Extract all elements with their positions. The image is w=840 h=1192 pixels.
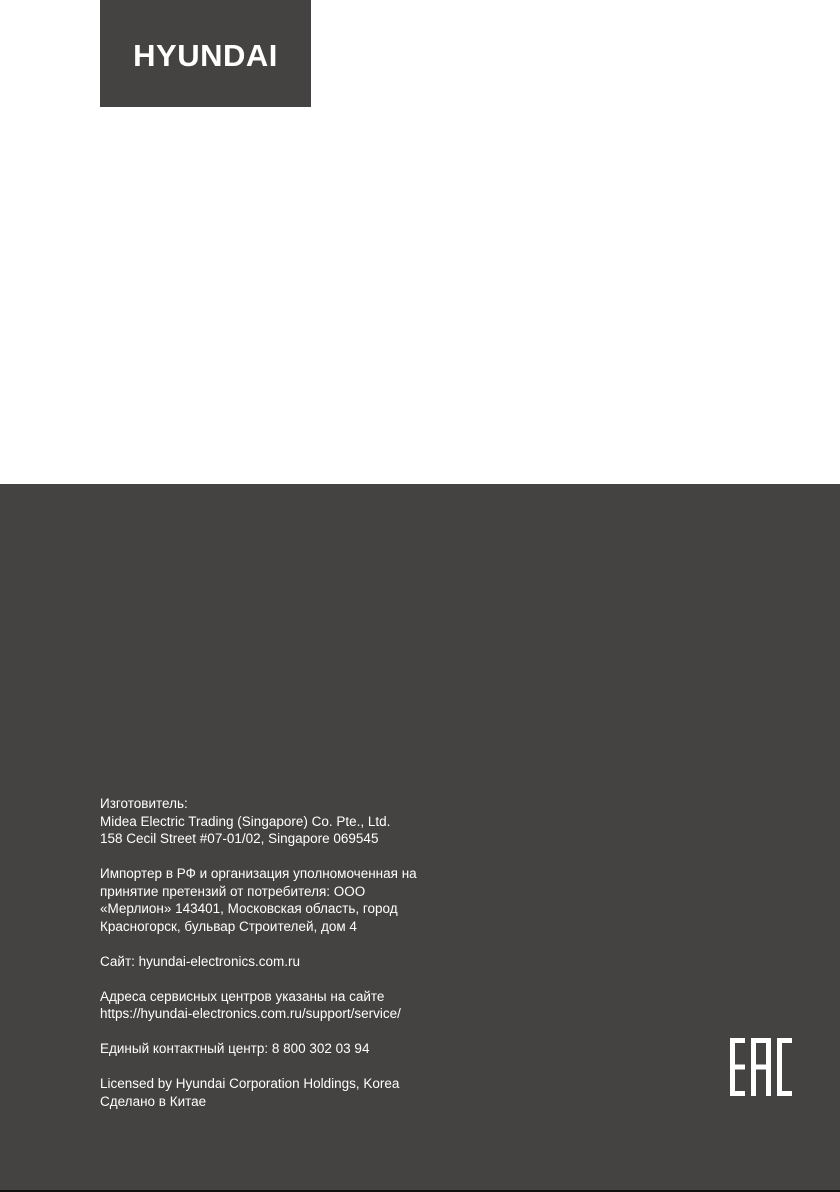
website-block [100, 953, 520, 971]
importer-block [100, 865, 520, 935]
importer-line-4: Красногорск, бульвар Строителей, дом 4 [100, 918, 357, 934]
importer-line-1: Импортер в РФ и организация уполномоченная на [100, 866, 417, 881]
brand-logo-text: HYUNDAI [133, 37, 278, 73]
contact-center-line: Единый контактный центр: 8 800 302 03 94 [100, 1041, 370, 1056]
manufacturer-block [100, 795, 520, 848]
importer-line-3: «Мерлион» 143401, Московская область, город [100, 901, 398, 916]
contact-center-block [100, 1040, 520, 1058]
service-centers-line: Адреса сервисных центров указаны на сайте [100, 988, 385, 1004]
license-block [100, 1075, 520, 1110]
service-centers-block [100, 988, 520, 1023]
manufacturer-info [100, 795, 520, 1110]
made-in-line: Сделано в Китае [100, 1093, 207, 1109]
brand-logo [100, 0, 311, 107]
service-centers-url: https://hyundai-electronics.com.ru/support/service/ [100, 1006, 401, 1021]
website-line: Сайт: hyundai-electronics.com.ru [100, 953, 300, 969]
importer-line-2: принятие претензий от потребителя: ООО [100, 883, 366, 899]
eac-certification-icon [730, 1038, 792, 1096]
manufacturer-address: 158 Cecil Street #07-01/02, Singapore 069545 [100, 831, 379, 846]
license-line: Licensed by Hyundai Corporation Holdings, Korea [100, 1076, 400, 1091]
manufacturer-label: Изготовитель: [100, 796, 188, 811]
manufacturer-name: Midea Electric Trading (Singapore) Co. Pte., Ltd. [100, 813, 391, 829]
